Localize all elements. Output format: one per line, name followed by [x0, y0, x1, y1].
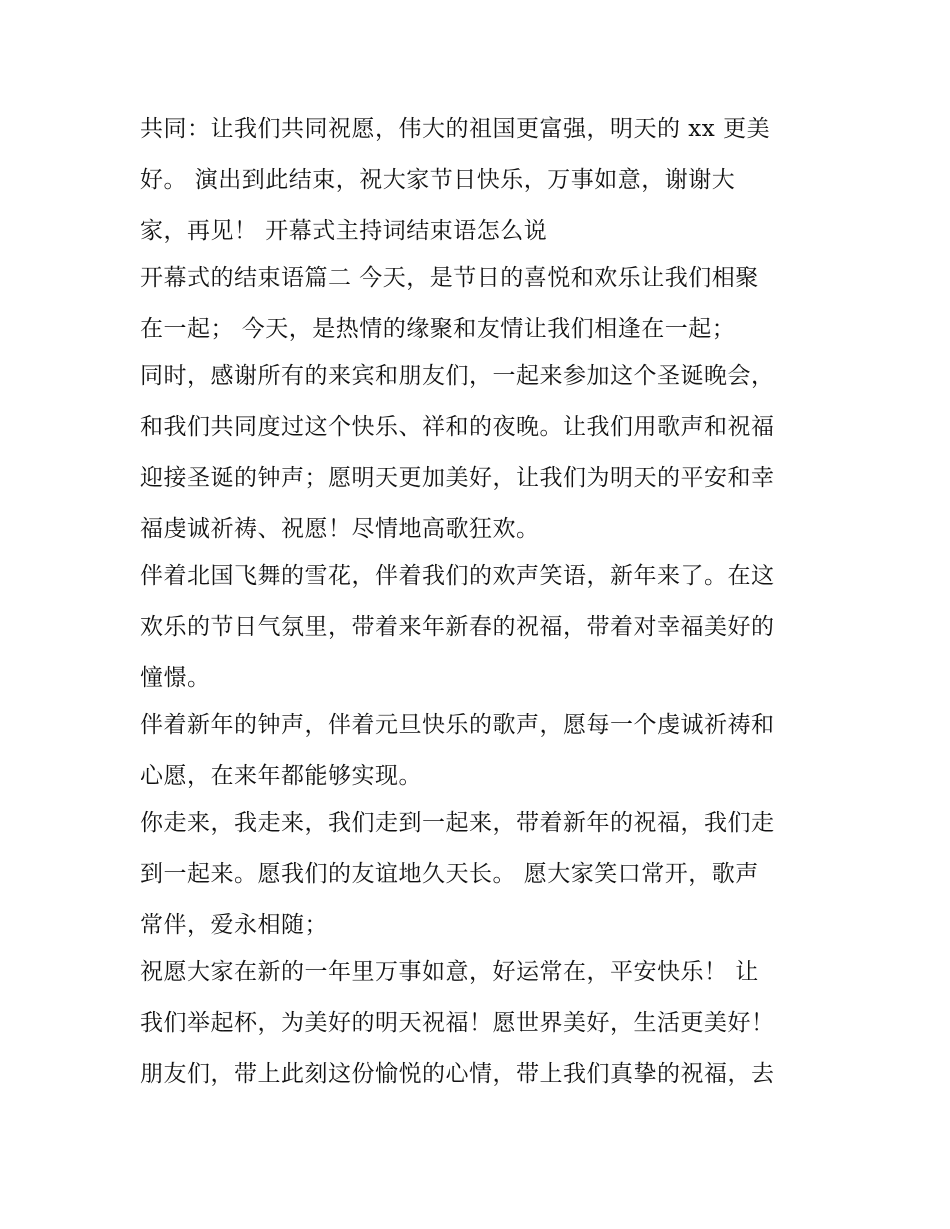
- text-line: 欢乐的节日气氛里，带着来年新春的祝福，带着对幸福美好的: [140, 614, 775, 640]
- text-line: 共同：让我们共同祝愿，伟大的祖国更富强，明天的 xx 更美: [140, 116, 771, 142]
- text-line: 常伴，爱永相随；: [140, 912, 328, 938]
- text-line: 在一起； 今天，是热情的缘聚和友情让我们相逢在一起；: [140, 316, 736, 342]
- text-line: 和我们共同度过这个快乐、祥和的夜晚。让我们用歌声和祝福: [140, 414, 775, 440]
- text-line: 伴着北国飞舞的雪花，伴着我们的欢声笑语，新年来了。在这: [140, 563, 775, 589]
- text-line: 迎接圣诞的钟声；愿明天更加美好，让我们为明天的平安和幸: [140, 465, 775, 491]
- text-line: 朋友们，带上此刻这份愉悦的心情，带上我们真挚的祝福，去: [140, 1061, 775, 1087]
- text-line: 好。 演出到此结束，祝大家节日快乐，万事如意，谢谢大: [140, 167, 736, 193]
- text-line: 心愿，在来年都能够实现。: [140, 763, 422, 789]
- text-line: 开幕式的结束语篇二 今天，是节日的喜悦和欢乐让我们相聚: [140, 265, 759, 291]
- text-line: 同时，感谢所有的来宾和朋友们，一起来参加这个圣诞晚会，: [140, 363, 775, 389]
- text-line: 憧憬。: [140, 665, 211, 691]
- text-line: 到一起来。愿我们的友谊地久天长。 愿大家笑口常开，歌声: [140, 861, 759, 887]
- text-line: 我们举起杯，为美好的明天祝福！愿世界美好，生活更美好！: [140, 1010, 775, 1036]
- text-line: 家，再见！ 开幕式主持词结束语怎么说: [140, 218, 548, 244]
- text-line: 你走来，我走来，我们走到一起来，带着新年的祝福，我们走: [140, 810, 775, 836]
- text-line: 福虔诚祈祷、祝愿！尽情地高歌狂欢。: [140, 516, 540, 542]
- text-line: 伴着新年的钟声，伴着元旦快乐的歌声，愿每一个虔诚祈祷和: [140, 712, 775, 738]
- document-body: [140, 108, 820, 1104]
- text-line: 祝愿大家在新的一年里万事如意，好运常在，平安快乐！ 让: [140, 959, 759, 985]
